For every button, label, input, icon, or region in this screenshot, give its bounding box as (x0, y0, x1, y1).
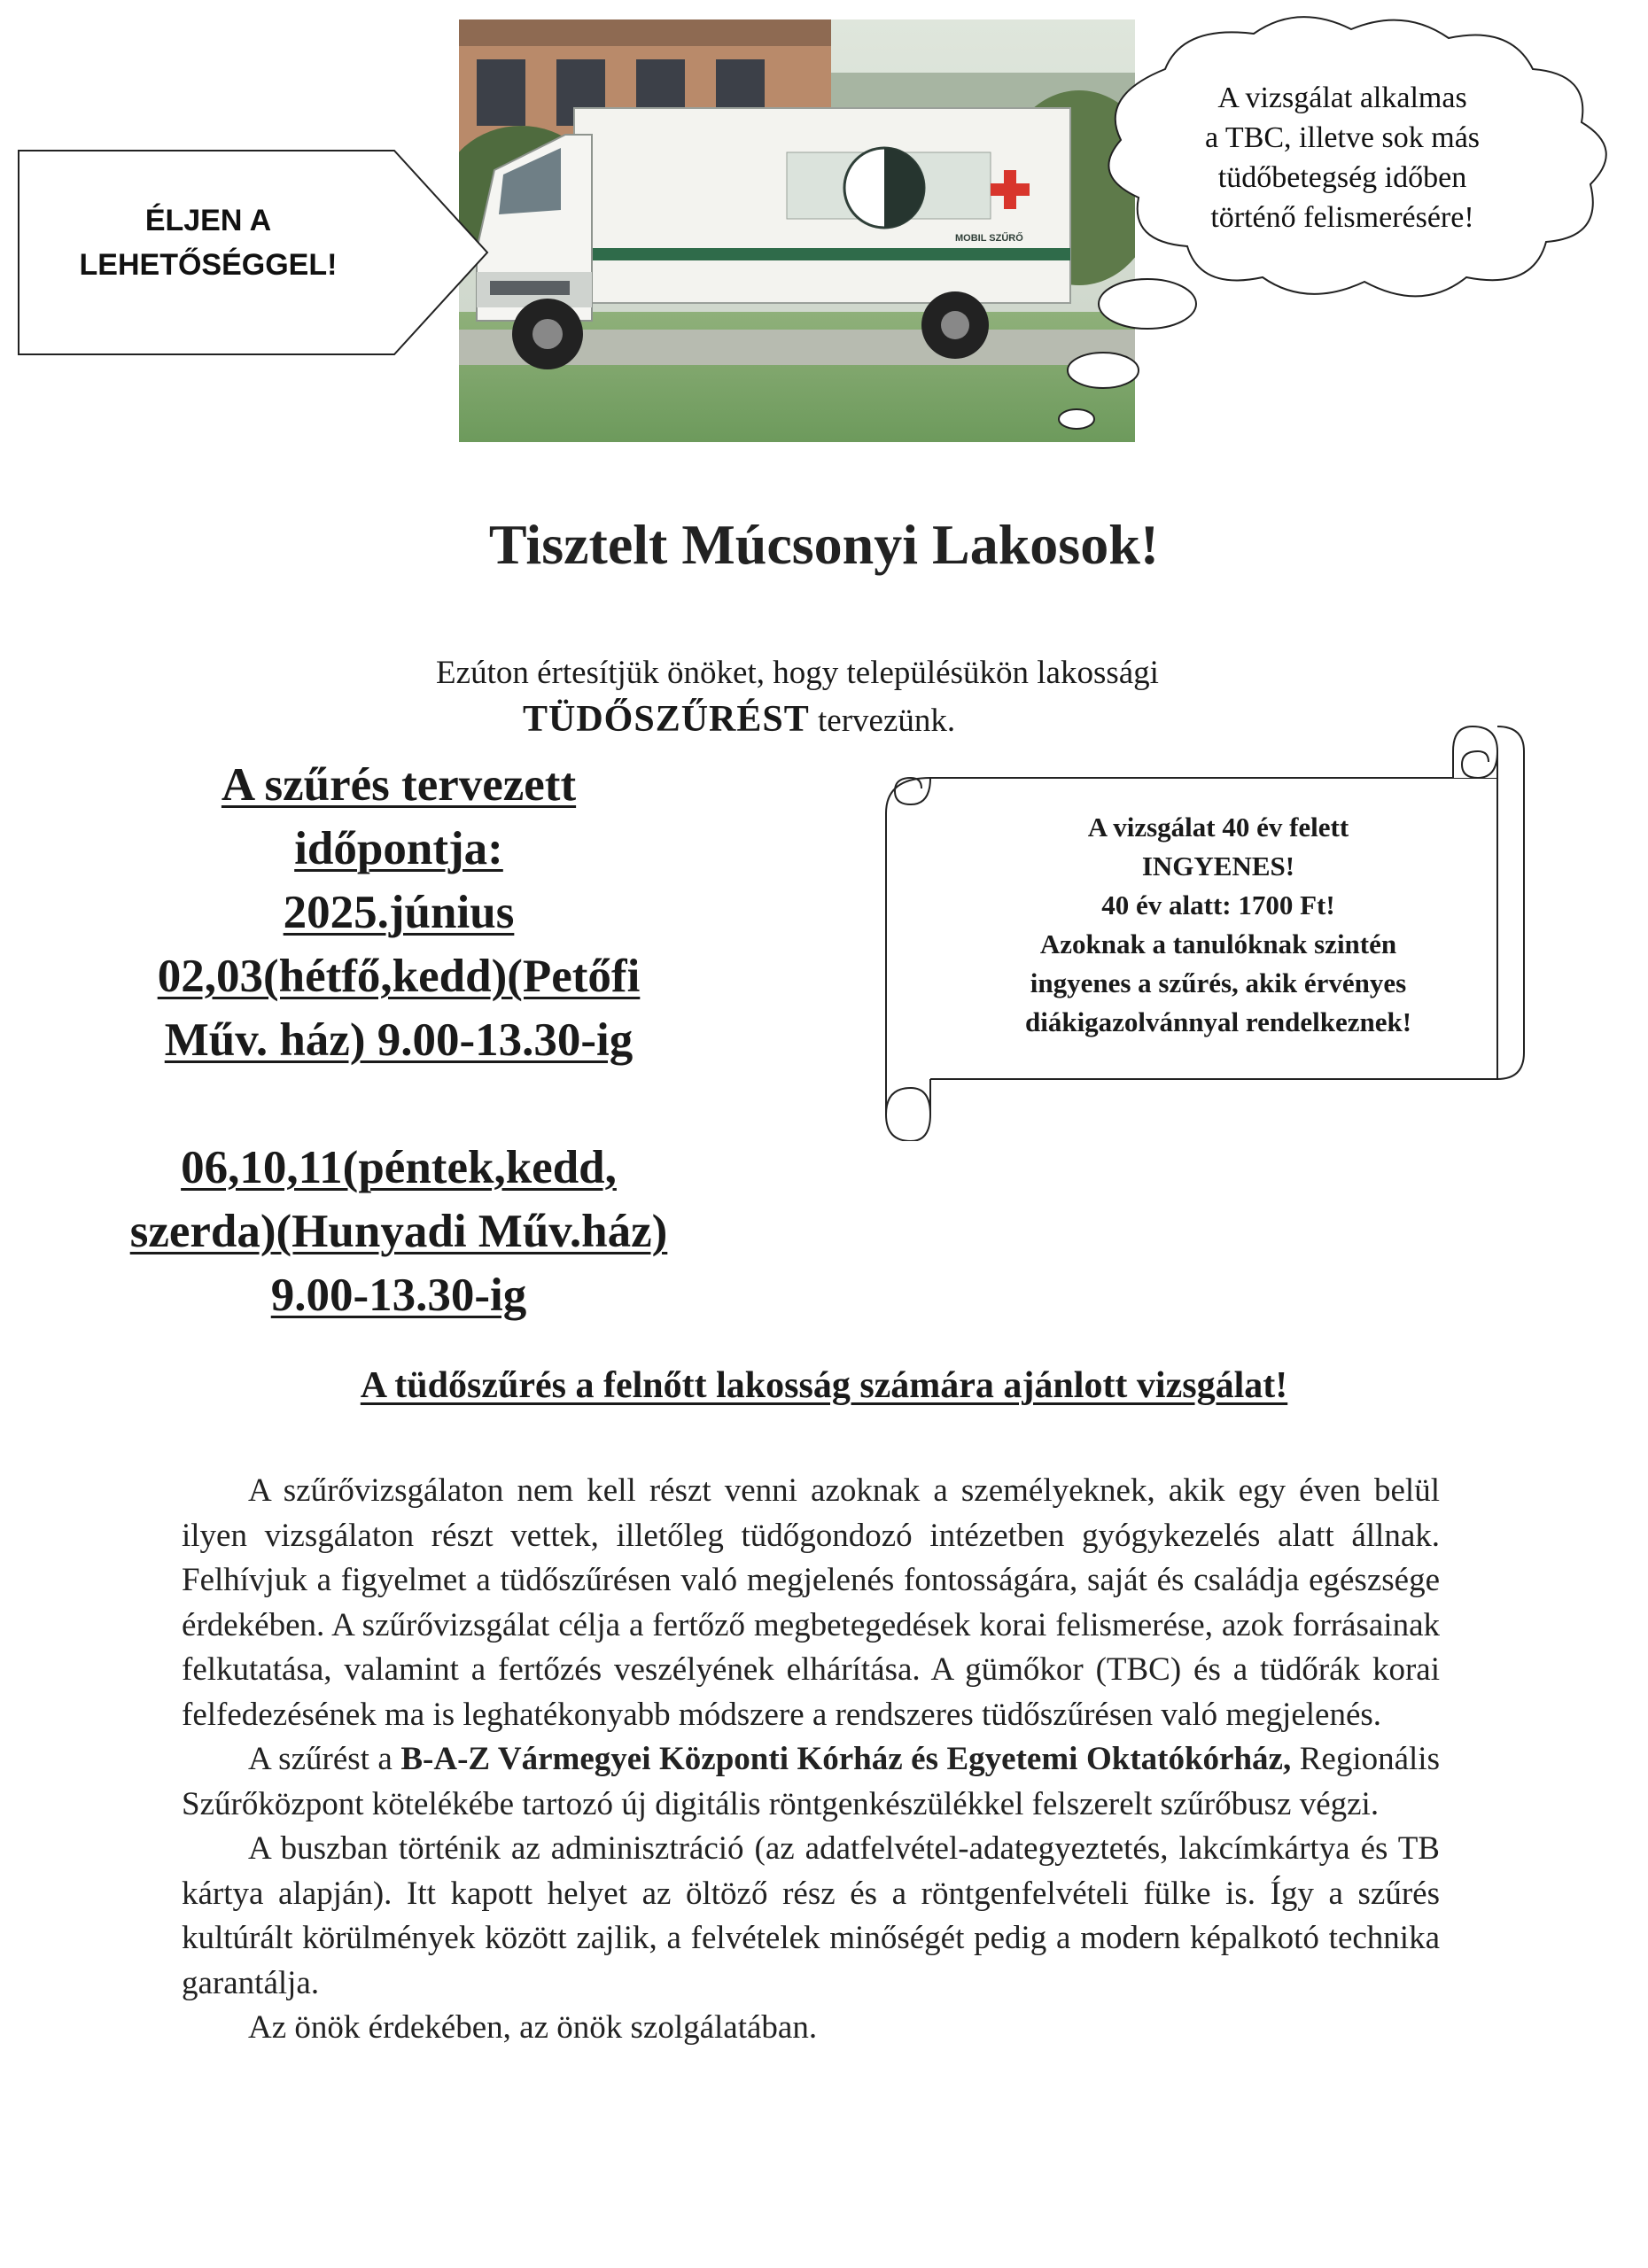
scroll-line: 40 év alatt: 1700 Ft! (1101, 889, 1335, 920)
body-paragraph-4: Az önök érdekében, az önök szolgálatában. (248, 2009, 818, 2046)
schedule-line: A szűrés tervezett (221, 759, 577, 811)
body-p2-rest: Regionális Szűrőközpont kötelékébe tartozó új digitális röntgenkészülékkel felszerelt szűrőbusz végzi. (182, 1741, 1440, 1822)
scroll-line: A vizsgálat 40 év felett (1087, 812, 1349, 843)
arrow-callout-line1: ÉLJEN A (144, 204, 272, 237)
section-heading: A tüdőszűrés a felnőtt lakosság számára ajánlott vizsgálat! (360, 1365, 1288, 1406)
schedule-line: szerda)(Hunyadi Műv.ház) (129, 1206, 668, 1257)
intro-line-2-rest: tervezünk. (809, 703, 956, 739)
screening-truck-photo (459, 19, 1135, 442)
schedule-block (97, 753, 700, 1327)
body-text (182, 1469, 1440, 2051)
schedule-line: 02,03(hétfő,kedd)(Petőfi (157, 951, 641, 1002)
schedule-spacer (97, 1072, 700, 1136)
cloud-line1: A vizsgálat alkalmas (1217, 82, 1467, 114)
arrow-callout-line2: LEHETŐSÉGGEL! (79, 248, 338, 282)
truck-label: MOBIL SZŰRŐ (955, 233, 1023, 244)
page-title: Tisztelt Múcsonyi Lakosok! (488, 513, 1160, 576)
scroll-line: Azoknak a tanulóknak szintén (1039, 928, 1397, 959)
body-paragraph-2 (182, 1737, 1440, 1827)
scroll-line: INGYENES! (1141, 850, 1295, 882)
cloud-line2: a TBC, illetve sok más (1204, 121, 1481, 154)
scroll-line: ingyenes a szűrés, akik érvényes (1030, 967, 1407, 998)
scroll-line: diákigazolvánnyal rendelkeznek! (1024, 1006, 1412, 1037)
truck-illustration (459, 19, 1135, 442)
schedule-line: Műv. ház) 9.00-13.30-ig (164, 1014, 634, 1066)
intro-highlight: TÜDŐSZŰRÉST (523, 699, 810, 740)
cloud-line3: tüdőbetegség időben (1217, 161, 1467, 194)
schedule-line: 2025.június (283, 887, 515, 938)
thought-cloud-text (1143, 78, 1542, 237)
body-p2-prefix: A szűrést a (248, 1741, 401, 1777)
intro-line-1: Ezúton értesítjük önöket, hogy településükön lakossági (436, 655, 1159, 691)
schedule-line: 9.00-13.30-ig (270, 1270, 527, 1321)
cloud-line4: történő felismerésére! (1210, 201, 1474, 234)
body-p2-institution: B-A-Z Vármegyei Központi Kórház és Egyetemi Oktatókórház, (400, 1741, 1292, 1777)
scroll-banner-text (939, 808, 1497, 1042)
body-paragraph-3: A buszban történik az adminisztráció (az adatfelvétel-adategyeztetés, lakcímkártya és TB kártya alapján). Itt kapott helyet az öltöző rész és a röntgenfelvételi fülke is. Így a szűrés kultúrált körülmények között zajlik, a felvételek minőségét pedig a modern képalkotó technika garantálja. (182, 1830, 1440, 2001)
schedule-line: 06,10,11(péntek,kedd, (181, 1142, 617, 1193)
arrow-callout-text (35, 198, 381, 287)
body-paragraph-1: A szűrővizsgálaton nem kell részt venni azoknak a személyeknek, akik egy éven belül ilyen vizsgálaton részt vettek, illetőleg tüdőgondozó intézetben gyógykezelés alatt állnak. Felhívjuk a figyelmet a tüdőszűrésen való megjelenés fontosságára, saját és családja egészsége érdekében. A szűrővizsgálat célja a fertőző megbetegedések korai felismerése, azok forrásainak felkutatása, valamint a fertőzés veszélyének elhárítása. A gümőkor (TBC) és a tüdőrák korai felfedezésének ma is leghatékonyabb módszere a rendszeres tüdőszűrésen való megjelenés. (182, 1472, 1440, 1733)
schedule-line: időpontja: (294, 823, 503, 874)
